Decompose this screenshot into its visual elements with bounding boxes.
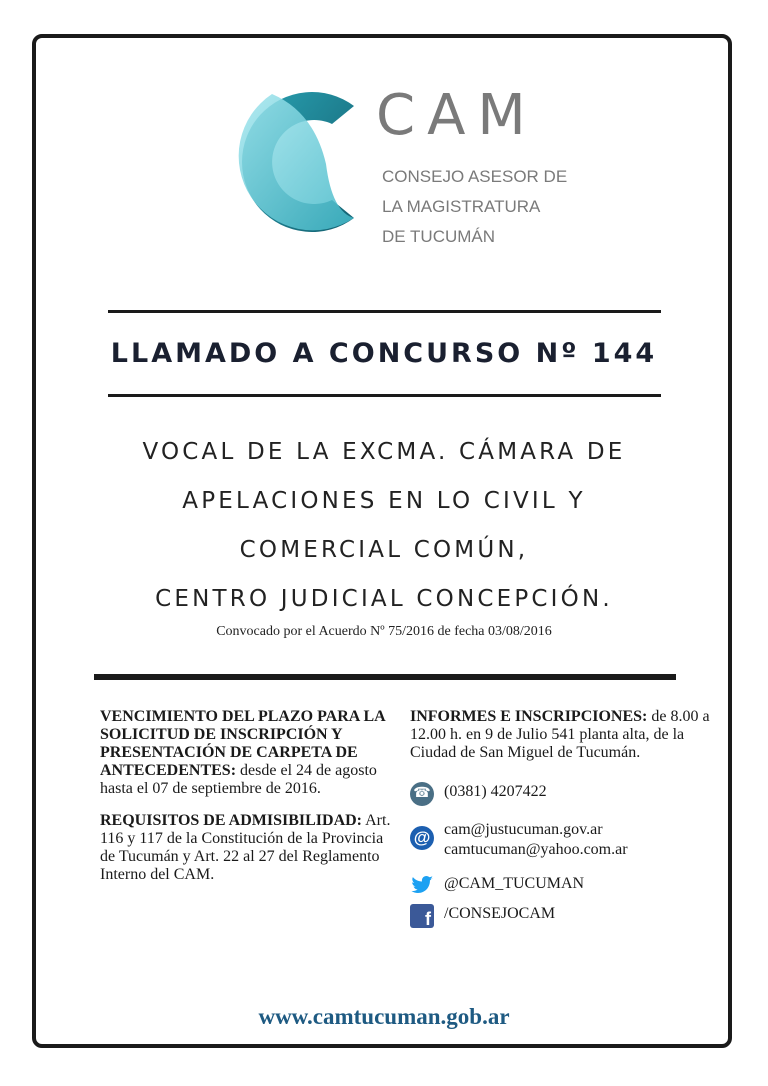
phone-contact	[410, 782, 710, 806]
logo-subtitle-line: DE TUCUMÁN	[382, 227, 496, 246]
right-column	[410, 708, 710, 928]
requisitos-block	[100, 812, 400, 884]
at-sign-icon: @	[410, 826, 434, 850]
email-link[interactable]: camtucuman@yahoo.com.ar	[444, 841, 628, 858]
facebook-icon: f	[410, 904, 434, 928]
convocado-text: Convocado por el Acuerdo Nº 75/2016 de fecha 03/08/2016	[216, 624, 552, 639]
requisitos-heading: REQUISITOS DE ADMISIBILIDAD:	[100, 812, 362, 829]
website-link[interactable]: www.camtucuman.gob.ar	[258, 1004, 510, 1029]
vencimiento-block	[100, 708, 400, 798]
email-list	[444, 820, 628, 860]
facebook-contact	[410, 904, 710, 928]
logo-subtitle	[382, 162, 567, 252]
section-divider	[94, 674, 676, 680]
position-line: COMERCIAL COMÚN,	[239, 537, 529, 563]
cam-logo-icon	[216, 88, 356, 243]
left-column	[100, 708, 400, 898]
position-line: VOCAL DE LA EXCMA. CÁMARA DE	[142, 439, 626, 465]
informes-text: de 8.00 a 12.00 h. en 9 de Julio 541 planta alta, de la Ciudad de San Miguel de Tucumán.	[410, 708, 710, 761]
phone-icon: ☎	[410, 782, 434, 806]
phone-number[interactable]: (0381) 4207422	[444, 783, 547, 800]
twitter-icon	[410, 874, 434, 898]
position-description	[60, 428, 708, 624]
informes-block	[410, 708, 710, 762]
logo-subtitle-line: LA MAGISTRATURA	[382, 197, 541, 216]
divider-top	[108, 310, 661, 313]
informes-heading: INFORMES E INSCRIPCIONES:	[410, 708, 648, 725]
vencimiento-heading: VENCIMIENTO DEL PLAZO PARA LA SOLICITUD DE INSCRIPCIÓN Y PRESENTACIÓN DE CARPETA DE ANTECEDENTES:	[100, 708, 385, 779]
twitter-contact	[410, 874, 710, 898]
page-title: LLAMADO A CONCURSO Nº 144	[110, 338, 658, 369]
vencimiento-text: desde el 24 de agosto hasta el 07 de septiembre de 2016.	[100, 762, 377, 797]
logo-subtitle-line: CONSEJO ASESOR DE	[382, 167, 568, 186]
facebook-handle[interactable]: /CONSEJOCAM	[444, 905, 556, 922]
divider-bottom	[108, 394, 661, 397]
position-line: CENTRO JUDICIAL CONCEPCIÓN.	[155, 586, 613, 612]
twitter-handle[interactable]: @CAM_TUCUMAN	[444, 875, 585, 892]
logo-wordmark: CAM	[376, 83, 538, 148]
email-link[interactable]: cam@justucuman.gov.ar	[444, 821, 603, 838]
email-contact	[410, 820, 710, 860]
requisitos-text: Art. 116 y 117 de la Constitución de la Provincia de Tucumán y Art. 22 al 27 del Reglamento Interno del CAM.	[100, 812, 391, 883]
position-line: APELACIONES EN LO CIVIL Y	[182, 488, 586, 514]
